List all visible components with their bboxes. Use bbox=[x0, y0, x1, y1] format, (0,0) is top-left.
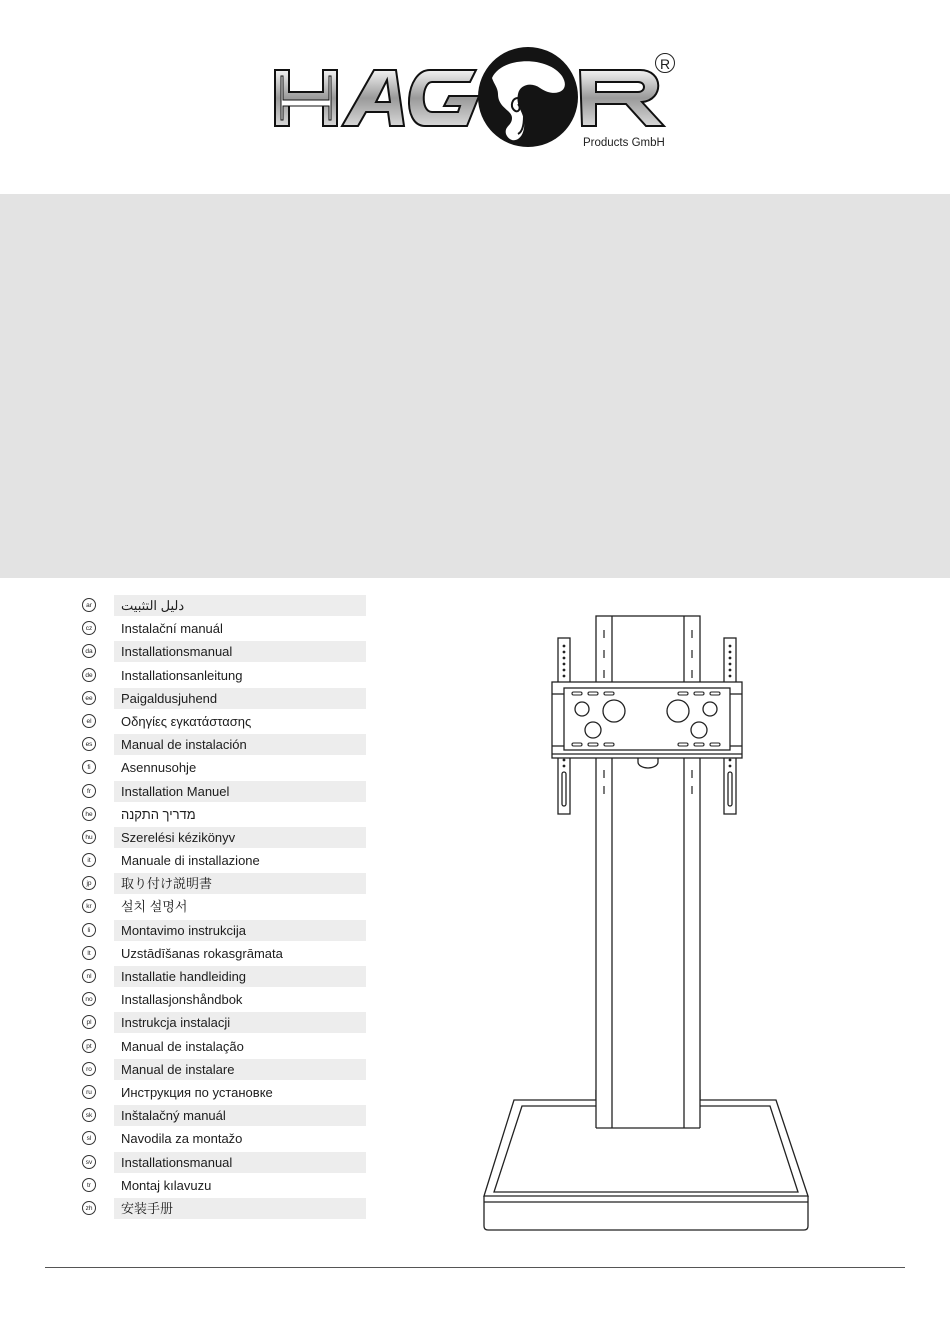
lang-row-hu bbox=[80, 827, 370, 850]
lang-title: 安装手册 bbox=[114, 1198, 366, 1219]
lang-title: Asennusohje bbox=[121, 760, 197, 776]
lang-title: Installatie handleiding bbox=[114, 966, 366, 987]
lang-title: Manual de instalare bbox=[114, 1059, 366, 1080]
lang-title: Inštalačný manuál bbox=[114, 1105, 366, 1126]
tv-stand-illustration bbox=[478, 610, 818, 1240]
lang-code-badge: ru bbox=[82, 1085, 96, 1099]
lang-row-ar bbox=[80, 595, 370, 618]
lang-title: Installasjonshåndbok bbox=[121, 992, 243, 1008]
lang-row-el bbox=[80, 711, 370, 734]
logo-letter-r bbox=[580, 70, 664, 126]
logo-letter-h bbox=[275, 70, 337, 126]
lang-code-badge: sl bbox=[82, 1131, 96, 1145]
lang-row-ee bbox=[80, 688, 370, 711]
lang-code-badge: zh bbox=[82, 1201, 96, 1215]
lang-code-badge: tr bbox=[82, 1178, 96, 1192]
cover-banner bbox=[0, 194, 950, 578]
lang-code-badge: el bbox=[82, 714, 96, 728]
lang-code-badge: ro bbox=[82, 1062, 96, 1076]
lang-code-badge: pt bbox=[82, 1039, 96, 1053]
lang-row-it bbox=[80, 850, 370, 873]
lang-row-zh bbox=[80, 1198, 370, 1221]
lang-title: מדריך התקנה bbox=[121, 806, 196, 822]
lang-title: دليل التثبيت bbox=[114, 595, 366, 616]
lang-code-badge: kr bbox=[82, 899, 96, 913]
logo-letter-g bbox=[409, 70, 479, 126]
lang-code-badge: de bbox=[82, 668, 96, 682]
logo-letter-a bbox=[342, 70, 404, 126]
lang-code-badge: he bbox=[82, 807, 96, 821]
lang-title: Montaj kılavuzu bbox=[121, 1177, 212, 1193]
lang-code-badge: it bbox=[82, 853, 96, 867]
lang-code-badge: sk bbox=[82, 1108, 96, 1122]
registered-trademark-icon: R bbox=[655, 53, 675, 73]
language-list bbox=[80, 595, 370, 1221]
lang-title: Installationsmanual bbox=[114, 1152, 366, 1173]
lang-title: Installation Manuel bbox=[114, 781, 366, 802]
lang-code-badge: ee bbox=[82, 691, 96, 705]
lang-code-badge: ar bbox=[82, 598, 96, 612]
lang-code-badge: fr bbox=[82, 784, 96, 798]
lang-row-da bbox=[80, 641, 370, 664]
lang-row-sv bbox=[80, 1152, 370, 1175]
lang-title: 설치 설명서 bbox=[121, 899, 188, 915]
lang-row-cz bbox=[80, 618, 370, 641]
lang-row-jp bbox=[80, 873, 370, 896]
footer-rule bbox=[45, 1267, 905, 1268]
lang-title: Manuale di installazione bbox=[121, 853, 260, 869]
lang-code-badge: pl bbox=[82, 1015, 96, 1029]
lang-code-badge: cz bbox=[82, 621, 96, 635]
lang-row-fi bbox=[80, 757, 370, 780]
lang-row-tr bbox=[80, 1175, 370, 1198]
lang-row-he bbox=[80, 804, 370, 827]
lang-row-sk bbox=[80, 1105, 370, 1128]
company-name: Products GmbH bbox=[583, 137, 665, 149]
mounting-plate bbox=[552, 682, 742, 768]
lang-title: Manual de instalação bbox=[121, 1038, 244, 1054]
lang-row-kr bbox=[80, 896, 370, 919]
lang-code-badge: jp bbox=[82, 876, 96, 890]
lang-title: Οδηγίες εγκατάστασης bbox=[121, 713, 252, 729]
lang-row-fr bbox=[80, 781, 370, 804]
lang-code-badge: no bbox=[82, 992, 96, 1006]
lang-title: Инструкция по установке bbox=[121, 1084, 273, 1100]
lang-code-badge: hu bbox=[82, 830, 96, 844]
lang-title: Szerelési kézikönyv bbox=[114, 827, 366, 848]
lang-code-badge: lt bbox=[82, 946, 96, 960]
lang-title: 取り付け説明書 bbox=[114, 873, 366, 894]
lang-title: Manual de instalación bbox=[114, 734, 366, 755]
lang-row-li bbox=[80, 920, 370, 943]
lang-code-badge: sv bbox=[82, 1155, 96, 1169]
logo-emblem bbox=[478, 47, 578, 147]
lang-code-badge: li bbox=[82, 923, 96, 937]
lang-row-pt bbox=[80, 1036, 370, 1059]
lang-title: Installationsanleitung bbox=[121, 667, 243, 683]
lang-row-ru bbox=[80, 1082, 370, 1105]
lang-code-badge: nl bbox=[82, 969, 96, 983]
lang-row-lt bbox=[80, 943, 370, 966]
lang-row-es bbox=[80, 734, 370, 757]
stand-base bbox=[484, 1090, 808, 1230]
lang-row-de bbox=[80, 665, 370, 688]
lang-code-badge: da bbox=[82, 644, 96, 658]
lang-row-no bbox=[80, 989, 370, 1012]
lang-title: Uzstādīšanas rokasgrāmata bbox=[121, 945, 283, 961]
lang-title: Instalační manuál bbox=[121, 621, 223, 637]
lang-title: Paigaldusjuhend bbox=[114, 688, 366, 709]
lang-row-pl bbox=[80, 1012, 370, 1035]
lang-title: Navodila za montažo bbox=[121, 1131, 243, 1147]
lang-code-badge: es bbox=[82, 737, 96, 751]
lang-code-badge: fi bbox=[82, 760, 96, 774]
lang-row-sl bbox=[80, 1128, 370, 1151]
lang-title: Montavimo instrukcija bbox=[114, 920, 366, 941]
lang-row-nl bbox=[80, 966, 370, 989]
lang-title: Instrukcja instalacji bbox=[114, 1012, 366, 1033]
lang-title: Installationsmanual bbox=[114, 641, 366, 662]
lang-row-ro bbox=[80, 1059, 370, 1082]
